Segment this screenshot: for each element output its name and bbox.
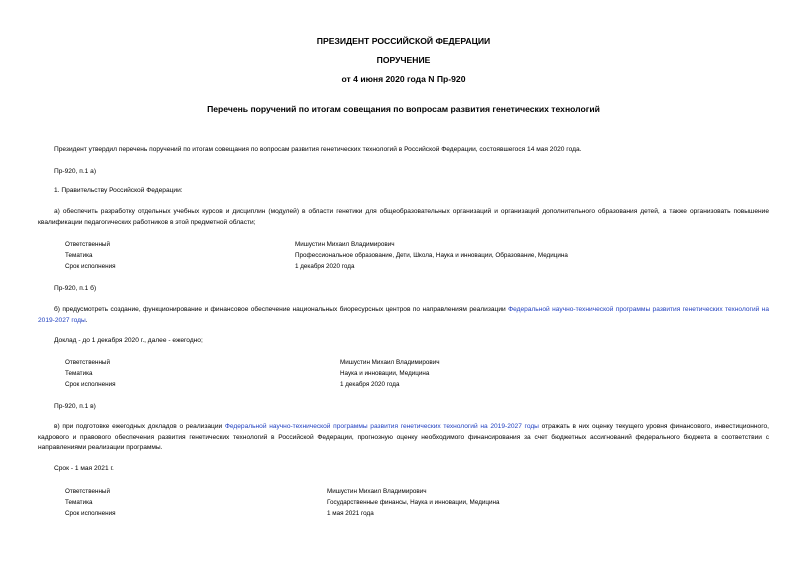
document-type: ПОРУЧЕНИЕ	[376, 55, 431, 65]
meta-value-topic: Наука и инновации, Медицина	[340, 370, 430, 377]
meta-value-topic: Профессиональное образование, Дети, Школа, Наука и инновации, Образование, Медицина	[295, 252, 568, 259]
document-title: Перечень поручений по итогам совещания по вопросам развития генетических технологий	[207, 104, 600, 114]
item-text: а) обеспечить разработку отдельных учебных курсов и дисциплин (модулей) в области генетики для общеобразовательных организаций и организаций дополнительного образования детей, а также организовать повышение квалификации педагогических работников в этой предметной области;	[38, 208, 769, 226]
document-date-number: от 4 июня 2020 года N Пр-920	[341, 74, 466, 84]
item-ref: Пр-920, п.1 а)	[54, 168, 97, 175]
meta-value-deadline: 1 мая 2021 года	[327, 510, 374, 517]
program-link[interactable]: Федеральной научно-технической программы развития генетических технологий на 2019-2027 годы	[38, 306, 769, 324]
intro-paragraph: Президент утвердил перечень поручений по итогам совещания по вопросам развития генетических технологий в Российской Федерации, состоявшегося 14 мая 2020 года.	[54, 146, 582, 153]
meta-value-responsible: Мишустин Михаил Владимирович	[295, 241, 395, 248]
item-text-after: отражать в них оценку текущего уровня финансового, инвестиционного, кадрового и правового обеспечения развития генетических технологий в Российской Федерации, прогнозную оценку необходимого финансирования за счет бюджетных ассигнований федерального бюджета в соответствии с направлениями реализации программы.	[38, 423, 769, 451]
item-heading: 1. Правительству Российской Федерации:	[54, 187, 183, 194]
item-text-before: б) предусмотреть создание, функционирование и финансовое обеспечение национальных биоресурсных центров по направлениям реализации	[54, 306, 509, 313]
meta-value-responsible: Мишустин Михаил Владимирович	[340, 359, 440, 366]
meta-value-topic: Государственные финансы, Наука и инновации, Медицина	[327, 499, 500, 506]
item-text	[38, 422, 769, 454]
item-text	[38, 305, 769, 326]
meta-label-responsible: Ответственный	[65, 359, 110, 366]
meta-value-deadline: 1 декабря 2020 года	[340, 381, 400, 388]
meta-label-deadline: Срок исполнения	[65, 263, 116, 270]
meta-label-topic: Тематика	[65, 370, 93, 377]
meta-value-deadline: 1 декабря 2020 года	[295, 263, 355, 270]
item-ref: Пр-920, п.1 в)	[54, 403, 96, 410]
program-link[interactable]: Федеральной научно-технической программы развития генетических технологий на 2019-2027 годы	[224, 423, 539, 430]
meta-label-topic: Тематика	[65, 252, 93, 259]
meta-label-responsible: Ответственный	[65, 488, 110, 495]
item-ref: Пр-920, п.1 б)	[54, 285, 97, 292]
meta-label-responsible: Ответственный	[65, 241, 110, 248]
item-text-before: в) при подготовке ежегодных докладов о реализации	[54, 423, 225, 430]
item-note: Срок - 1 мая 2021 г.	[54, 465, 114, 472]
item-text-after: .	[85, 316, 88, 324]
item-note: Доклад - до 1 декабря 2020 г., далее - ежегодно;	[54, 337, 203, 344]
meta-label-deadline: Срок исполнения	[65, 510, 116, 517]
issuer-heading: ПРЕЗИДЕНТ РОССИЙСКОЙ ФЕДЕРАЦИИ	[316, 36, 491, 46]
meta-value-responsible: Мишустин Михаил Владимирович	[327, 488, 427, 495]
meta-label-topic: Тематика	[65, 499, 93, 506]
meta-label-deadline: Срок исполнения	[65, 381, 116, 388]
